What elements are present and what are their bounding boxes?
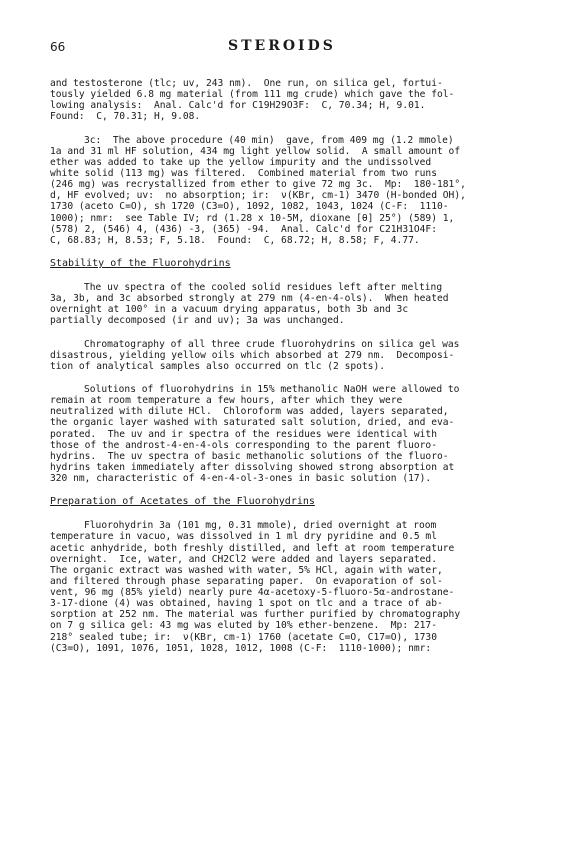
text-line: Fluorohydrin 3a (101 mg, 0.31 mmole), dried overnight at room	[84, 520, 437, 532]
text-line: temperature in vacuo, was dissolved in 1 ml dry pyridine and 0.5 ml	[50, 531, 437, 543]
text-line: sorption at 252 nm. The material was further purified by chromatography	[50, 609, 461, 621]
text-line: white solid (113 mg) was filtered. Combined material from two runs	[50, 167, 437, 179]
text-line: tously yielded 6.8 mg material (from 111 mg crude) which gave the fol-	[50, 89, 455, 101]
text-line: partially decomposed (ir and uv); 3a was unchanged.	[50, 315, 345, 327]
text-line: 3-17-dione (4) was obtained, having 1 spot on tlc and a trace of ab-	[50, 598, 443, 610]
text-line: 3c: The above procedure (40 min) gave, from 409 mg (1.2 mmole)	[84, 134, 454, 146]
paragraph-basic-solutions	[50, 384, 530, 484]
text-line: (246 mg) was recrystallized from ether to give 72 mg 3c. Mp: 180-181°,	[50, 179, 466, 191]
text-line: (C3=O), 1091, 1076, 1051, 1028, 1012, 1008 (C-F: 1110-1000); nmr:	[50, 642, 432, 654]
text-line: Solutions of fluorohydrins in 15% methanolic NaOH were allowed to	[84, 383, 460, 395]
journal-title: STEROIDS	[228, 38, 336, 54]
text-line: neutralized with dilute HCl. Chloroform was added, layers separated,	[50, 406, 449, 418]
text-line: and filtered through phase separating paper. On evaporation of sol-	[50, 575, 443, 587]
text-line: the organic layer washed with saturated salt solution, dried, and eva-	[50, 417, 455, 429]
text-line: overnight at 100° in a vacuum drying apparatus, both 3b and 3c	[50, 304, 409, 316]
paragraph-chromatography	[50, 339, 530, 372]
text-line: Chromatography of all three crude fluorohydrins on silica gel was	[84, 338, 460, 350]
paragraph-results-3b	[50, 78, 530, 123]
text-line: 1730 (aceto C=O), sh 1720 (C3=O), 1092, 1082, 1043, 1024 (C-F: 1110-	[50, 201, 449, 213]
paragraph-acetate-prep	[50, 520, 530, 654]
text-line: C, 68.83; H, 8.53; F, 5.18. Found: C, 68.72; H, 8.58; F, 4.77.	[50, 234, 420, 246]
section-heading-acetates: Preparation of Acetates of the Fluorohydrins	[50, 496, 315, 508]
text-line: 1a and 31 ml HF solution, 434 mg light yellow solid. A small amount of	[50, 145, 461, 157]
text-line: 218° sealed tube; ir: ν(KBr, cm-1) 1760 (acetate C=O, C17=O), 1730	[50, 631, 437, 643]
text-line: The organic extract was washed with water, 5% HCl, again with water,	[50, 564, 443, 576]
text-line: Found: C, 70.31; H, 9.08.	[50, 111, 201, 123]
text-line: those of the androst-4-en-4-ols corresponding to the parent fluoro-	[50, 439, 437, 451]
text-line: disastrous, yielding yellow oils which absorbed at 279 nm. Decomposi-	[50, 349, 455, 361]
text-line: vent, 96 mg (85% yield) nearly pure 4α-acetoxy-5-fluoro-5α-androstane-	[50, 587, 455, 599]
text-line: porated. The uv and ir spectra of the residues were identical with	[50, 428, 437, 440]
text-line: 320 nm, characteristic of 4-en-4-ol-3-ones in basic solution (17).	[50, 473, 432, 485]
section-heading-stability: Stability of the Fluorohydrins	[50, 257, 231, 269]
text-line: The uv spectra of the cooled solid residues left after melting	[84, 281, 443, 293]
text-line: hydrins. The uv spectra of basic methanolic solutions of the fluoro-	[50, 450, 449, 462]
page-number: 66	[50, 40, 66, 54]
text-line: (578) 2, (546) 4, (436) -3, (365) -94. Anal. Calc'd for C21H31O4F:	[50, 223, 437, 235]
text-line: hydrins taken immediately after dissolving showed strong absorption at	[50, 461, 455, 473]
text-line: tion of analytical samples also occurred on tlc (2 spots).	[50, 360, 386, 372]
text-line: overnight. Ice, water, and CH2Cl2 were added and layers separated.	[50, 553, 437, 565]
text-line: 3a, 3b, and 3c absorbed strongly at 279 nm (4-en-4-ols). When heated	[50, 293, 449, 305]
text-line: remain at room temperature a few hours, after which they were	[50, 395, 403, 407]
text-line: acetic anhydride, both freshly distilled, and left at room temperature	[50, 542, 455, 554]
text-line: lowing analysis: Anal. Calc'd for C19H29O3F: C, 70.34; H, 9.01.	[50, 100, 426, 112]
paragraph-uv-spectra	[50, 282, 530, 327]
text-line: 1000); nmr: see Table IV; rd (1.28 x 10-5M, dioxane [θ] 25°) (589) 1,	[50, 212, 455, 224]
text-line: on 7 g silica gel: 43 mg was eluted by 10% ether-benzene. Mp: 217-	[50, 620, 437, 632]
paragraph-compound-3c	[50, 135, 530, 246]
text-line: and testosterone (tlc; uv, 243 nm). One run, on silica gel, fortui-	[50, 78, 443, 89]
text-line: ether was added to take up the yellow impurity and the undissolved	[50, 156, 432, 168]
page-header	[0, 40, 576, 60]
text-line: d, HF evolved; uv: no absorption; ir: ν(KBr, cm-1) 3470 (H-bonded OH),	[50, 190, 466, 202]
page-body	[50, 78, 530, 654]
